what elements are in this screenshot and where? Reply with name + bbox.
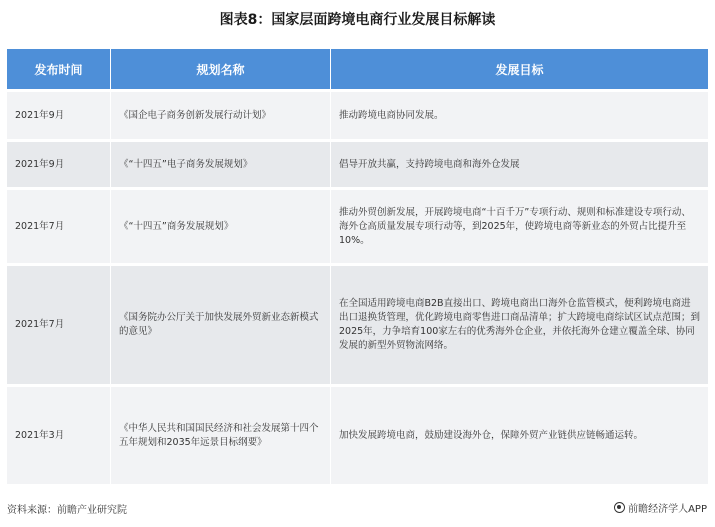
brand-credit [614,500,707,515]
cell-date: 2021年7月 [7,190,111,263]
cell-plan: 《中华人民共和国国民经济和社会发展第十四个五年规划和2035年远景目标纲要》 [111,387,331,484]
cell-goal: 推动跨境电商协同发展。 [331,92,708,139]
cell-plan: 《国务院办公厅关于加快发展外贸新业态新模式的意见》 [111,266,331,384]
table-row [7,142,708,187]
cell-goal: 在全国适用跨境电商B2B直接出口、跨境电商出口海外仓监管模式，便利跨境电商进出口退换货管理，优化跨境电商零售进口商品清单；扩大跨境电商综试区试点范围；到2025年，力争培育100家左右的优秀海外仓企业，并依托海外仓建立覆盖全球、协同发展的新型外贸物流网络。 [331,266,708,384]
qianzhan-logo-icon [614,502,625,513]
table-row [7,387,708,484]
table-row [7,266,708,384]
cell-goal: 加快发展跨境电商，鼓励建设海外仓，保障外贸产业链供应链畅通运转。 [331,387,708,484]
brand-label: 前瞻经济学人APP [628,504,707,515]
chart-title: 图表8：国家层面跨境电商行业发展目标解读 [219,12,496,28]
cell-goal: 倡导开放共赢，支持跨境电商和海外仓发展 [331,142,708,187]
cell-date: 2021年7月 [7,266,111,384]
cell-plan: 《国企电子商务创新发展行动计划》 [111,92,331,139]
table-row [7,92,708,139]
cell-date: 2021年9月 [7,142,111,187]
header-date: 发布时间 [7,49,111,89]
cell-date: 2021年3月 [7,387,111,484]
cell-date: 2021年9月 [7,92,111,139]
header-goal: 发展目标 [331,49,708,89]
source-note: 资料来源：前瞻产业研究院 [7,505,127,516]
policy-table [7,46,708,487]
table-row [7,190,708,263]
cell-plan: 《“十四五”商务发展规划》 [111,190,331,263]
cell-plan: 《“十四五”电子商务发展规划》 [111,142,331,187]
cell-goal: 推动外贸创新发展，开展跨境电商“十百千万”专项行动、规则和标准建设专项行动、海外仓高质量发展专项行动等，到2025年，使跨境电商等新业态的外贸占比提升至10%。 [331,190,708,263]
header-plan: 规划名称 [111,49,331,89]
table-header-row [7,49,708,89]
